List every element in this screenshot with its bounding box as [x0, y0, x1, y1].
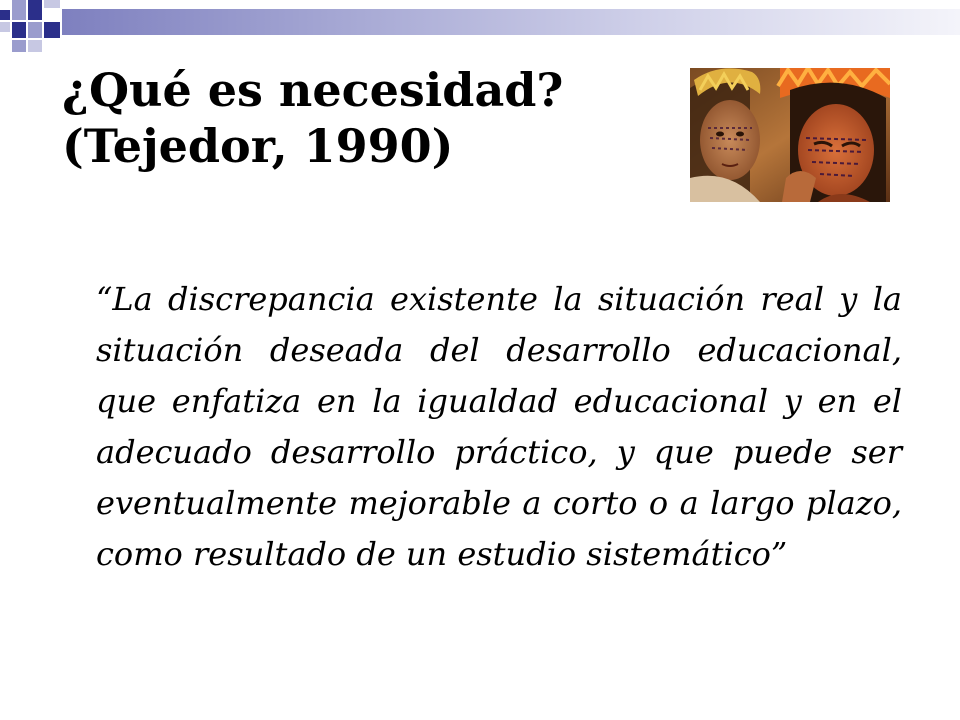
definition-quote: “La discrepancia existente la situación real y la situación deseada del desarrollo educacional, que enfatiza en la igualdad educacional y en el adecuado desarrollo práctico, y que puede ser eventualmente mejorable a corto o a largo plazo, como resultado de un estudio sistemático” — [96, 280, 902, 573]
deco-square — [0, 22, 10, 32]
indigenous-girls-photo — [690, 68, 890, 202]
title-line-1: ¿Qué es necesidad? — [62, 63, 564, 117]
deco-square — [28, 0, 42, 20]
deco-square — [12, 0, 26, 20]
title-line-2: (Tejedor, 1990) — [62, 119, 454, 173]
deco-square — [28, 40, 42, 52]
deco-square — [44, 0, 60, 8]
deco-square — [28, 22, 42, 38]
header-gradient-bar — [62, 9, 960, 35]
slide-title — [62, 62, 672, 174]
deco-square — [12, 22, 26, 38]
deco-square — [12, 40, 26, 52]
deco-square — [0, 10, 10, 20]
deco-square — [44, 22, 60, 38]
